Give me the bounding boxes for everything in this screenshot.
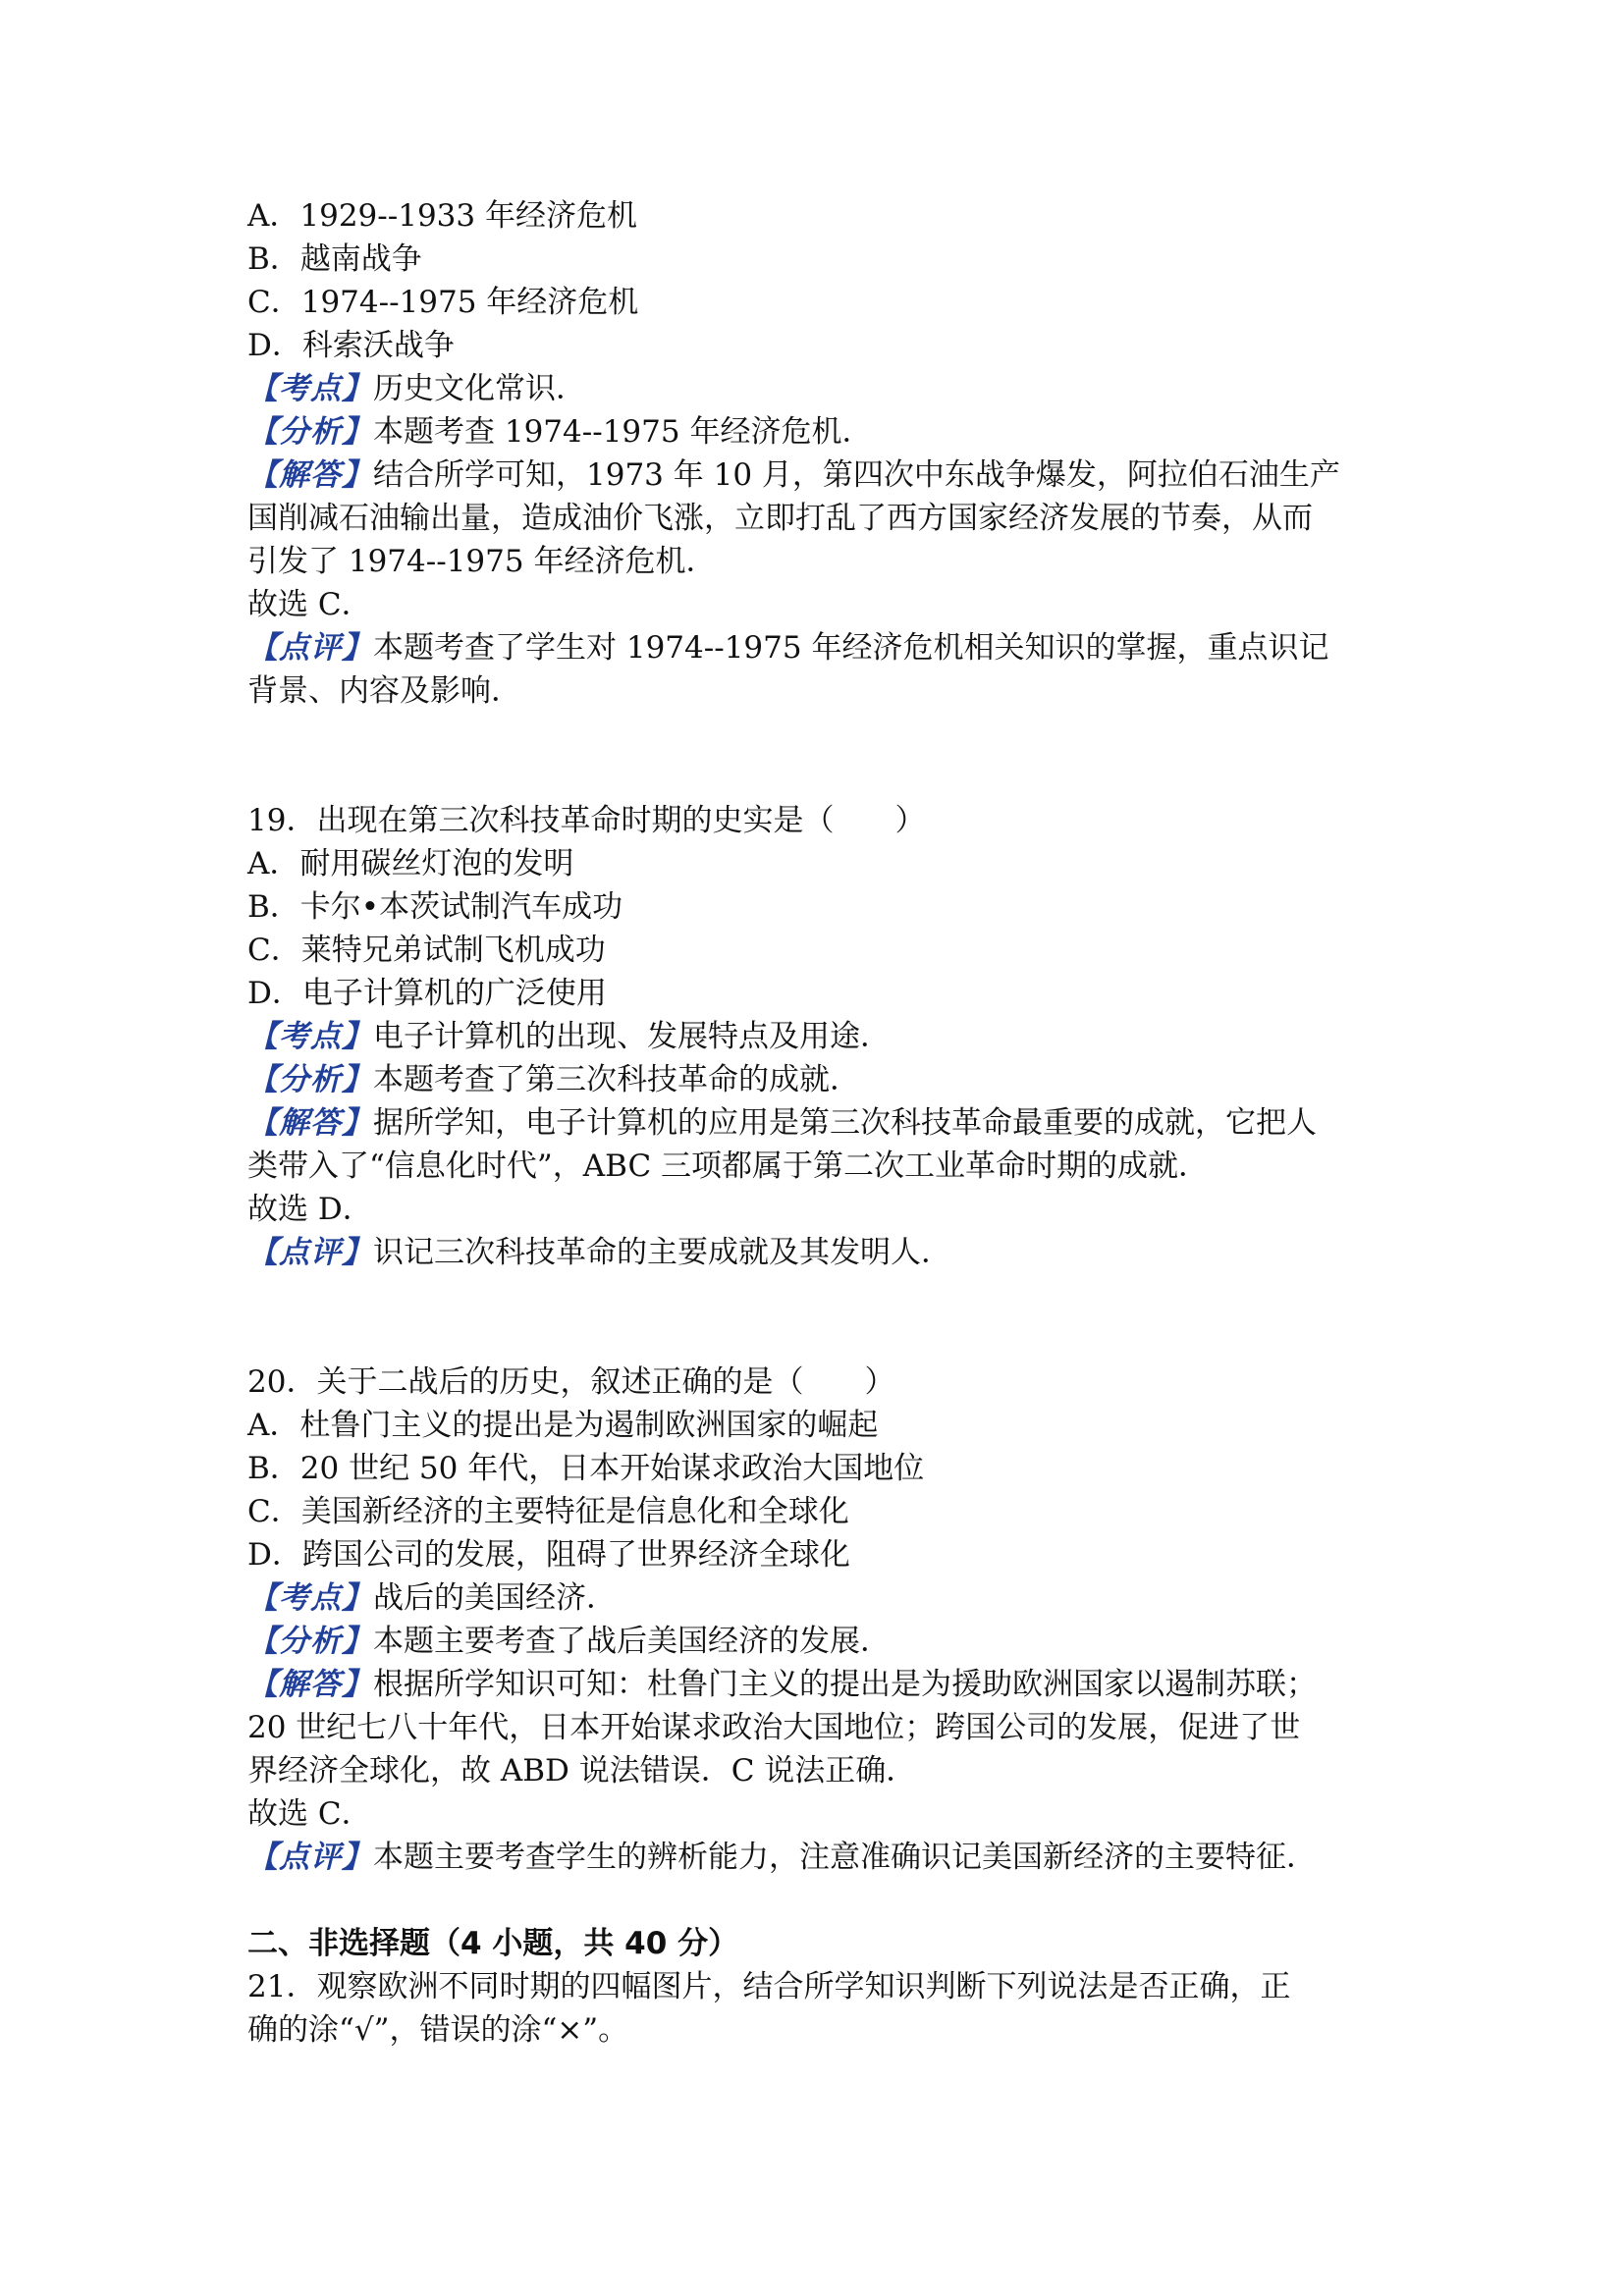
dianping-row (247, 1231, 1406, 1274)
jieda-text-line-3: 界经济全球化，故 ABD 说法错误．C 说法正确． (247, 1753, 917, 1789)
jieda-tag: 【解答】 (247, 1667, 373, 1702)
section-heading: 二、非选择题（4 小题，共 40 分） (247, 1926, 739, 1961)
jieda-text-line-3: 引发了 1974--1975 年经济危机． (247, 544, 717, 579)
answer-line: 故选 C． (247, 1796, 372, 1832)
fenxi-text: 本题主要考查了战后美国经济的发展． (373, 1624, 891, 1659)
question-21-line-2: 确的涂“√”，错误的涂“×”。 (247, 2012, 629, 2048)
kaodian-row (247, 1015, 1406, 1058)
option-a: A．杜鲁门主义的提出是为遏制欧洲国家的崛起 (247, 1408, 879, 1443)
option-d: D．科索沃战争 (247, 328, 455, 363)
kaodian-row (247, 367, 1406, 410)
question-21-line-1: 21．观察欧洲不同时期的四幅图片，结合所学知识判断下列说法是否正确，正 (247, 1969, 1291, 2004)
jieda-row (247, 454, 1406, 497)
jieda-text-line-2: 类带入了“信息化时代”，ABC 三项都属于第二次工业革命时期的成就． (247, 1148, 1210, 1184)
option-d: D．跨国公司的发展，阻碍了世界经济全球化 (247, 1537, 850, 1573)
option-a: A．耐用碳丝灯泡的发明 (247, 846, 574, 881)
kaodian-tag: 【考点】 (247, 371, 373, 406)
question-19-block (247, 799, 1406, 1274)
jieda-tag: 【解答】 (247, 457, 373, 493)
option-a: A．1929--1933 年经济危机 (247, 198, 637, 234)
kaodian-row (247, 1576, 1406, 1620)
jieda-tag: 【解答】 (247, 1105, 373, 1141)
fenxi-text: 本题考查 1974--1975 年经济危机． (373, 414, 873, 450)
kaodian-tag: 【考点】 (247, 1019, 373, 1054)
kaodian-text: 历史文化常识． (373, 371, 586, 406)
dianping-text-line-1: 本题考查了学生对 1974--1975 年经济危机相关知识的掌握，重点识记 (373, 630, 1329, 666)
kaodian-text: 电子计算机的出现、发展特点及用途． (373, 1019, 891, 1054)
question-18-block (247, 194, 1406, 713)
jieda-row (247, 1663, 1406, 1706)
option-c: C．1974--1975 年经济危机 (247, 285, 639, 320)
option-d: D．电子计算机的广泛使用 (247, 976, 607, 1011)
dianping-row (247, 626, 1406, 669)
option-c: C．美国新经济的主要特征是信息化和全球化 (247, 1494, 849, 1529)
section-2-block (247, 1922, 1406, 2052)
dianping-text: 本题主要考查学生的辨析能力，注意准确识记美国新经济的主要特征． (373, 1840, 1317, 1875)
question-20-block (247, 1361, 1406, 1879)
jieda-text-line-1: 根据所学知识可知：杜鲁门主义的提出是为援助欧洲国家以遏制苏联； (373, 1667, 1317, 1702)
jieda-text-line-2: 国削减石油输出量，造成油价飞涨，立即打乱了西方国家经济发展的节奏，从而 (247, 501, 1313, 536)
question-stem: 20．关于二战后的历史，叙述正确的是（ ） (247, 1364, 895, 1400)
fenxi-row (247, 1620, 1406, 1663)
document-page (247, 194, 1406, 2052)
dianping-row (247, 1836, 1406, 1879)
jieda-text-line-2: 20 世纪七八十年代，日本开始谋求政治大国地位；跨国公司的发展，促进了世 (247, 1710, 1301, 1745)
jieda-text-line-1: 据所学知，电子计算机的应用是第三次科技革命最重要的成就，它把人 (373, 1105, 1317, 1141)
fenxi-row (247, 1058, 1406, 1101)
kaodian-text: 战后的美国经济． (373, 1580, 617, 1616)
option-c: C．莱特兄弟试制飞机成功 (247, 933, 606, 968)
dianping-text: 识记三次科技革命的主要成就及其发明人． (373, 1235, 951, 1270)
jieda-row (247, 1101, 1406, 1145)
answer-line: 故选 D． (247, 1192, 373, 1227)
fenxi-tag: 【分析】 (247, 1062, 373, 1097)
dianping-tag: 【点评】 (247, 1840, 373, 1875)
dianping-text-line-2: 背景、内容及影响． (247, 673, 521, 709)
option-b: B．越南战争 (247, 241, 422, 277)
option-b: B．卡尔•本茨试制汽车成功 (247, 889, 623, 925)
fenxi-tag: 【分析】 (247, 1624, 373, 1659)
fenxi-text: 本题考查了第三次科技革命的成就． (373, 1062, 860, 1097)
jieda-text-line-1: 结合所学可知，1973 年 10 月，第四次中东战争爆发，阿拉伯石油生产 (373, 457, 1340, 493)
kaodian-tag: 【考点】 (247, 1580, 373, 1616)
option-b: B．20 世纪 50 年代，日本开始谋求政治大国地位 (247, 1451, 925, 1486)
answer-line: 故选 C． (247, 587, 372, 622)
question-stem: 19．出现在第三次科技革命时期的史实是（ ） (247, 803, 926, 838)
fenxi-tag: 【分析】 (247, 414, 373, 450)
dianping-tag: 【点评】 (247, 630, 373, 666)
dianping-tag: 【点评】 (247, 1235, 373, 1270)
fenxi-row (247, 410, 1406, 454)
